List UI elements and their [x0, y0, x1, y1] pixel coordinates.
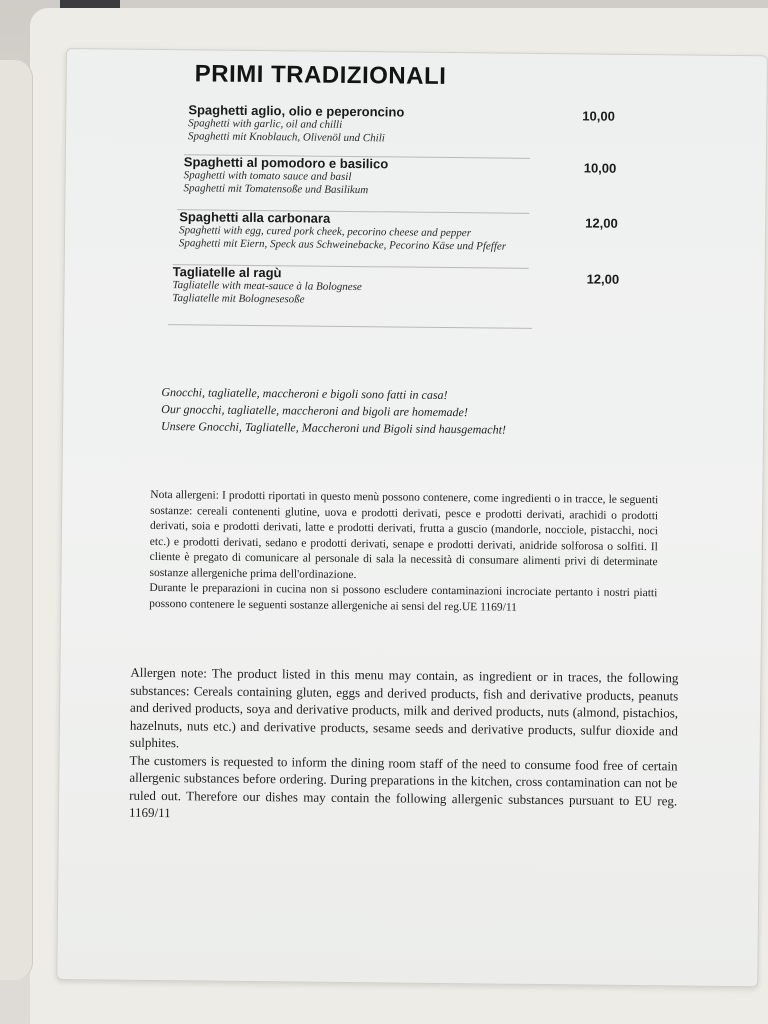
dish-english: Tagliatelle with meat-sauce à la Bolognese — [172, 279, 362, 294]
dish-price: 10,00 — [583, 160, 617, 176]
dish-english: Spaghetti with egg, cured pork cheek, pecorino cheese and pepper — [179, 224, 472, 240]
dish-item — [179, 209, 649, 255]
dish-price: 10,00 — [582, 108, 615, 124]
dish-name: Tagliatelle al ragù — [172, 264, 282, 281]
allergen-paragraph: Nota allergeni: I prodotti riportati in questo menù possono contenere, come ingredienti o in tracce, le seguenti sostanze: cereali contenenti glutine, uova e prodotti derivati, pesce e prodotti derivati, arachidi o prodotti derivati, soia e prodotti derivati, latte e prodotti derivati, frutta a guscio (mandorle, nocciole, pistacchi, noci etc.) e prodotti derivati, sedano e prodotti derivati, senape e prodotti derivati, anidride solforosa o solfiti. Il cliente è pregato di comunicare al personale di sala la necessità di consumare alimenti privi di determinate sostanze allergeniche prima dell'ordinazione. — [149, 488, 659, 581]
dish-english: Spaghetti with garlic, oil and chilli — [188, 117, 343, 131]
homemade-italian: Gnocchi, tagliatelle, maccheroni e bigoli sono fatti in casa! — [161, 385, 448, 403]
allergen-paragraph: Allergen note: The product listed in this menu may contain, as ingredient or in traces, the following substances: Cereals containing gluten, eggs and derived products, fish and derivative products, peanuts and derived products, soya and derivative products, milk and derived products, nuts (almond, pistachios, hazelnuts, nuts etc.) and derivative products, sesame seeds and derivative products, sulfur dioxide and sulphites. — [129, 664, 679, 751]
dish-german: Spaghetti mit Eiern, Speck aus Schweinebacke, Pecorino Käse und Pfeffer — [178, 237, 507, 253]
homemade-note — [161, 384, 506, 439]
homemade-german: Unsere Gnocchi, Tagliatelle, Maccheroni und Bigoli sind hausgemacht! — [160, 419, 507, 437]
dish-german: Spaghetti mit Tomatensoße und Basilikum — [183, 182, 369, 197]
allergen-paragraph: Durante le preparazioni in cucina non si possono escludere contaminazioni incrociate pertanto i nostri piatti possono contenere le seguenti sostanze allergeniche ai sensi del reg.UE 1169/11 — [149, 581, 658, 614]
dish-german: Tagliatelle mit Bolognesesoße — [172, 292, 305, 306]
allergen-note-english — [129, 664, 679, 827]
divider — [168, 324, 532, 329]
folder-left-page — [0, 60, 33, 980]
dish-german: Spaghetti mit Knoblauch, Olivenöl und Chili — [188, 130, 385, 145]
dish-item — [172, 264, 642, 310]
dish-name: Spaghetti alla carbonara — [179, 209, 331, 226]
homemade-english: Our gnocchi, tagliatelle, maccheroni and bigoli are homemade! — [161, 402, 468, 420]
allergen-paragraph: The customers is requested to inform the dining room staff of the need to consume food free of certain allergenic substances before ordering. During preparations in the kitchen, cross contamination can not be ruled out. Therefore our dishes may contain the following allergenic substances pursuant to EU reg. 1169/11 — [128, 752, 678, 821]
allergen-note-italian — [149, 488, 658, 617]
dish-name: Spaghetti aglio, olio e peperoncino — [188, 102, 405, 120]
dish-english: Spaghetti with tomato sauce and basil — [183, 169, 352, 183]
dish-price: 12,00 — [586, 271, 620, 287]
dish-name: Spaghetti al pomodoro e basilico — [183, 154, 389, 172]
dish-price: 12,00 — [585, 215, 618, 231]
section-title: PRIMI TRADIZIONALI — [194, 60, 447, 90]
menu-sheet — [56, 48, 768, 987]
